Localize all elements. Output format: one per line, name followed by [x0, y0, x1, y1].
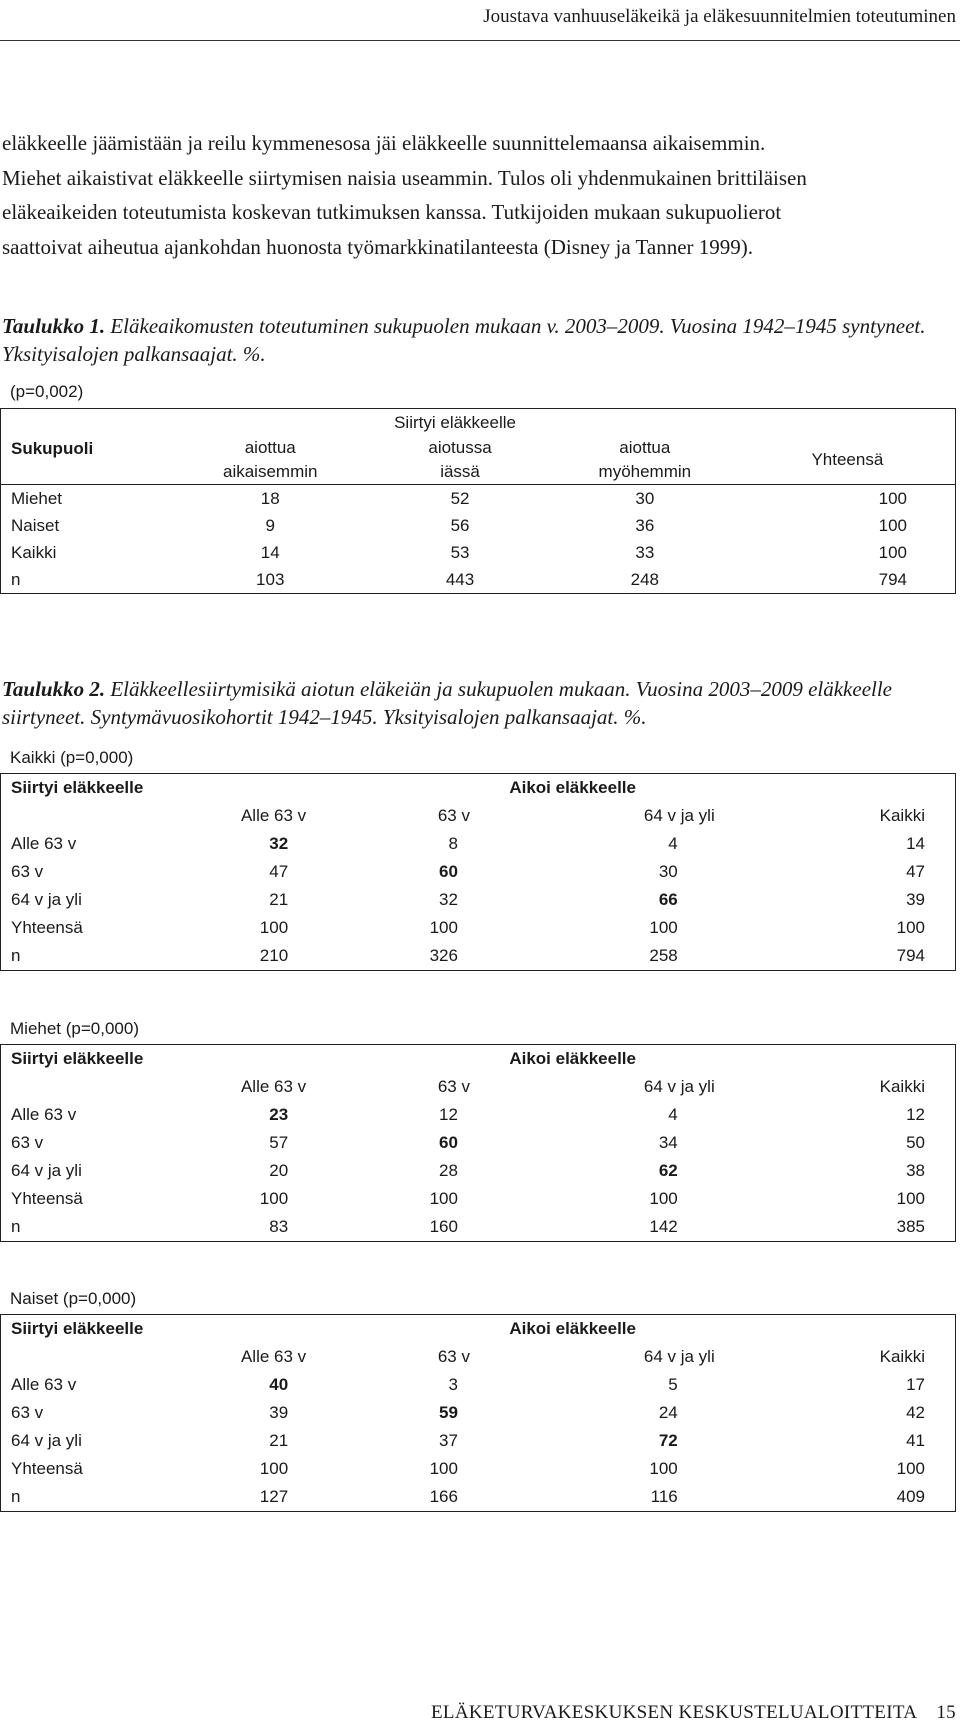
table-row: [1, 914, 956, 942]
col-header: Alle 63 v: [240, 806, 307, 825]
cell: 20: [269, 1161, 289, 1180]
cell: 72: [658, 1431, 678, 1450]
table-row: [1, 1129, 956, 1157]
table-row: [1, 1185, 956, 1213]
row-label: Yhteensä: [11, 1459, 83, 1478]
table2-caption: [2, 675, 952, 731]
cell: 794: [896, 946, 925, 965]
cell: 41: [906, 1431, 925, 1450]
cell: 21: [269, 1431, 289, 1450]
col-header: 63 v: [437, 1347, 470, 1366]
table2-block-label: Naiset (p=0,000): [10, 1289, 137, 1308]
col-header: 64 v ja yli: [643, 806, 715, 825]
cell: 56: [450, 515, 470, 535]
body-line: eläkkeelle jäämistään ja reilu kymmenesosa jäi eläkkeelle suunnittelemaansa aikaisemmin.: [2, 131, 766, 155]
cell: 37: [439, 1431, 458, 1450]
table1-group-header: Siirtyi eläkkeelle: [394, 412, 516, 432]
cell: 4: [668, 1105, 678, 1124]
cell: 794: [878, 569, 907, 589]
cell: 39: [906, 890, 925, 909]
table1-col-header: Yhteensä: [811, 450, 884, 469]
table1-caption: [2, 312, 952, 368]
table2-block: [0, 1044, 956, 1242]
cell: 60: [439, 862, 458, 881]
table2-block-label: Miehet (p=0,000): [10, 1019, 139, 1038]
row-label: Alle 63 v: [11, 1375, 77, 1394]
row-label: n: [11, 946, 21, 965]
cell: 42: [906, 1403, 925, 1422]
cell: 258: [649, 946, 678, 965]
header-line: iässä: [440, 462, 480, 481]
cell: 166: [429, 1487, 458, 1506]
body-paragraph: [2, 126, 957, 264]
cell: 100: [896, 1189, 925, 1208]
table-row: [1, 942, 956, 971]
table1-pvalue: (p=0,002): [10, 382, 84, 401]
cell: 103: [256, 569, 285, 589]
cell: 18: [260, 488, 280, 508]
col-header: Kaikki: [879, 1347, 925, 1366]
table-row: [1, 858, 956, 886]
cell: 32: [439, 890, 458, 909]
table-row: [1, 539, 956, 566]
row-label: 63 v: [11, 1133, 44, 1152]
cell: 100: [259, 1189, 289, 1208]
cell: 28: [439, 1161, 458, 1180]
page-footer: ELÄKETURVAKESKUKSEN KESKUSTELUALOITTEITA 15: [431, 1702, 956, 1723]
cell: 210: [259, 946, 289, 965]
table2-row-header: Siirtyi eläkkeelle: [11, 778, 144, 797]
cell: 30: [635, 488, 655, 508]
cell: 142: [649, 1217, 678, 1236]
cell: 12: [439, 1105, 458, 1124]
col-header: 64 v ja yli: [643, 1077, 715, 1096]
table1-caption-label: Taulukko 1.: [2, 314, 106, 338]
table2-group-header: Aikoi eläkkeelle: [509, 778, 636, 797]
table1-col-header: [370, 436, 550, 485]
cell: 40: [269, 1375, 289, 1394]
row-label: n: [11, 1217, 21, 1236]
cell: 62: [658, 1161, 678, 1180]
cell: 100: [429, 918, 458, 937]
cell: 409: [896, 1487, 925, 1506]
row-label: 64 v ja yli: [11, 890, 82, 909]
cell: 83: [269, 1217, 289, 1236]
cell: 33: [635, 542, 655, 562]
cell: 38: [906, 1161, 925, 1180]
cell: 53: [450, 542, 470, 562]
row-label: Kaikki: [11, 542, 57, 562]
col-header: 63 v: [437, 1077, 470, 1096]
table-row: [1, 1157, 956, 1185]
cell: 60: [439, 1133, 458, 1152]
header-line: aikaisemmin: [223, 462, 318, 481]
body-line: Miehet aikaistivat eläkkeelle siirtymisen naisia useammin. Tulos oli yhdenmukainen brittiläisen: [2, 165, 807, 190]
table-row: [1, 1427, 956, 1455]
cell: 17: [906, 1375, 925, 1394]
cell: 12: [906, 1105, 925, 1124]
body-line: saattoivat aiheutua ajankohdan huonosta työmarkkinatilanteesta (Disney ja Tanner 1999).: [2, 234, 753, 259]
cell: 100: [429, 1189, 458, 1208]
row-label: 63 v: [11, 862, 44, 881]
cell: 32: [269, 834, 289, 853]
row-label: Yhteensä: [11, 1189, 83, 1208]
table1-row-header: Sukupuoli: [11, 439, 94, 458]
col-header: Kaikki: [879, 1077, 925, 1096]
table2-row-header: Siirtyi eläkkeelle: [11, 1049, 144, 1068]
cell: 47: [269, 862, 289, 881]
cell: 326: [429, 946, 458, 965]
table-row: [1, 1399, 956, 1427]
header-line: aiottua: [244, 438, 296, 457]
table2-group-header: Aikoi eläkkeelle: [509, 1319, 636, 1338]
header-line: aiottua: [619, 438, 671, 457]
cell: 5: [668, 1375, 678, 1394]
cell: 9: [265, 515, 275, 535]
table-row: [1, 1483, 956, 1512]
table-row: [1, 1371, 956, 1399]
row-label: Naiset: [11, 515, 60, 535]
table2-block: [0, 773, 956, 971]
cell: 443: [445, 569, 475, 589]
table-row: [1, 886, 956, 914]
cell: 14: [260, 542, 280, 562]
cell: 30: [658, 862, 678, 881]
cell: 100: [649, 1459, 678, 1478]
cell: 385: [896, 1217, 925, 1236]
row-label: 64 v ja yli: [11, 1161, 82, 1180]
row-label: Alle 63 v: [11, 1105, 77, 1124]
col-header: Alle 63 v: [240, 1077, 307, 1096]
cell: 127: [259, 1487, 289, 1506]
table-row: [1, 566, 956, 594]
table-row: [1, 485, 956, 513]
table-row: [1, 1101, 956, 1129]
cell: 100: [878, 542, 907, 562]
col-header: Kaikki: [879, 806, 925, 825]
cell: 59: [439, 1403, 458, 1422]
table1-caption-text: Eläkeaikomusten toteutuminen sukupuolen mukaan v. 2003–2009. Vuosina 1942–1945 syntyneet. Yksityisalojen palkansaajat. %.: [2, 314, 926, 366]
cell: 100: [259, 1459, 289, 1478]
table-row: [1, 512, 956, 539]
header-line: aiotussa: [428, 438, 492, 457]
col-header: 64 v ja yli: [643, 1347, 715, 1366]
body-line: eläkeaikeiden toteutumista koskevan tutkimuksen kanssa. Tutkijoiden mukaan sukupuolierot: [2, 200, 782, 224]
cell: 248: [630, 569, 660, 589]
cell: 66: [658, 890, 678, 909]
table2-group-header: Aikoi eläkkeelle: [509, 1049, 636, 1068]
table-row: [1, 1455, 956, 1483]
table1-col-header: [550, 436, 740, 485]
row-label: 64 v ja yli: [11, 1431, 82, 1450]
table1-col-header: [170, 436, 370, 485]
cell: 100: [896, 1459, 925, 1478]
row-label: Miehet: [11, 488, 63, 508]
cell: 100: [649, 1189, 678, 1208]
cell: 23: [269, 1105, 289, 1124]
col-header: 63 v: [437, 806, 470, 825]
cell: 47: [906, 862, 925, 881]
row-label: Yhteensä: [11, 918, 83, 937]
cell: 3: [448, 1375, 458, 1394]
cell: 100: [878, 488, 907, 508]
cell: 39: [269, 1403, 289, 1422]
cell: 14: [906, 834, 925, 853]
cell: 8: [448, 834, 458, 853]
cell: 100: [429, 1459, 458, 1478]
col-header: Alle 63 v: [240, 1347, 307, 1366]
cell: 100: [259, 918, 289, 937]
table2-block-label: Kaikki (p=0,000): [10, 748, 134, 767]
header-rule: [0, 40, 960, 41]
cell: 100: [896, 918, 925, 937]
cell: 57: [269, 1133, 289, 1152]
cell: 24: [658, 1403, 678, 1422]
header-line: myöhemmin: [598, 462, 692, 481]
table-row: [1, 1213, 956, 1242]
cell: 160: [429, 1217, 458, 1236]
cell: 50: [906, 1133, 925, 1152]
table2-caption-label: Taulukko 2.: [2, 677, 106, 701]
row-label: 63 v: [11, 1403, 44, 1422]
table2-caption-text: Eläkkeellesiirtymisikä aiotun eläkeiän ja sukupuolen mukaan. Vuosina 2003–2009 eläkkeelle siirtyneet. Syntymävuosikohortit 1942–1945. Yksityisalojen palkansaajat. %.: [2, 677, 892, 729]
cell: 34: [658, 1133, 678, 1152]
row-label: Alle 63 v: [11, 834, 77, 853]
row-label: n: [11, 1487, 21, 1506]
table-row: [1, 830, 956, 858]
cell: 4: [668, 834, 678, 853]
cell: 100: [878, 515, 907, 535]
table2-block: [0, 1314, 956, 1512]
cell: 116: [650, 1487, 678, 1506]
table2-row-header: Siirtyi eläkkeelle: [11, 1319, 144, 1338]
cell: 21: [269, 890, 289, 909]
row-label: n: [11, 569, 21, 589]
running-head: Joustava vanhuuseläkeikä ja eläkesuunnitelmien toteutuminen: [483, 6, 956, 27]
cell: 52: [450, 488, 470, 508]
cell: 100: [649, 918, 678, 937]
table1: [0, 408, 956, 594]
cell: 36: [635, 515, 655, 535]
